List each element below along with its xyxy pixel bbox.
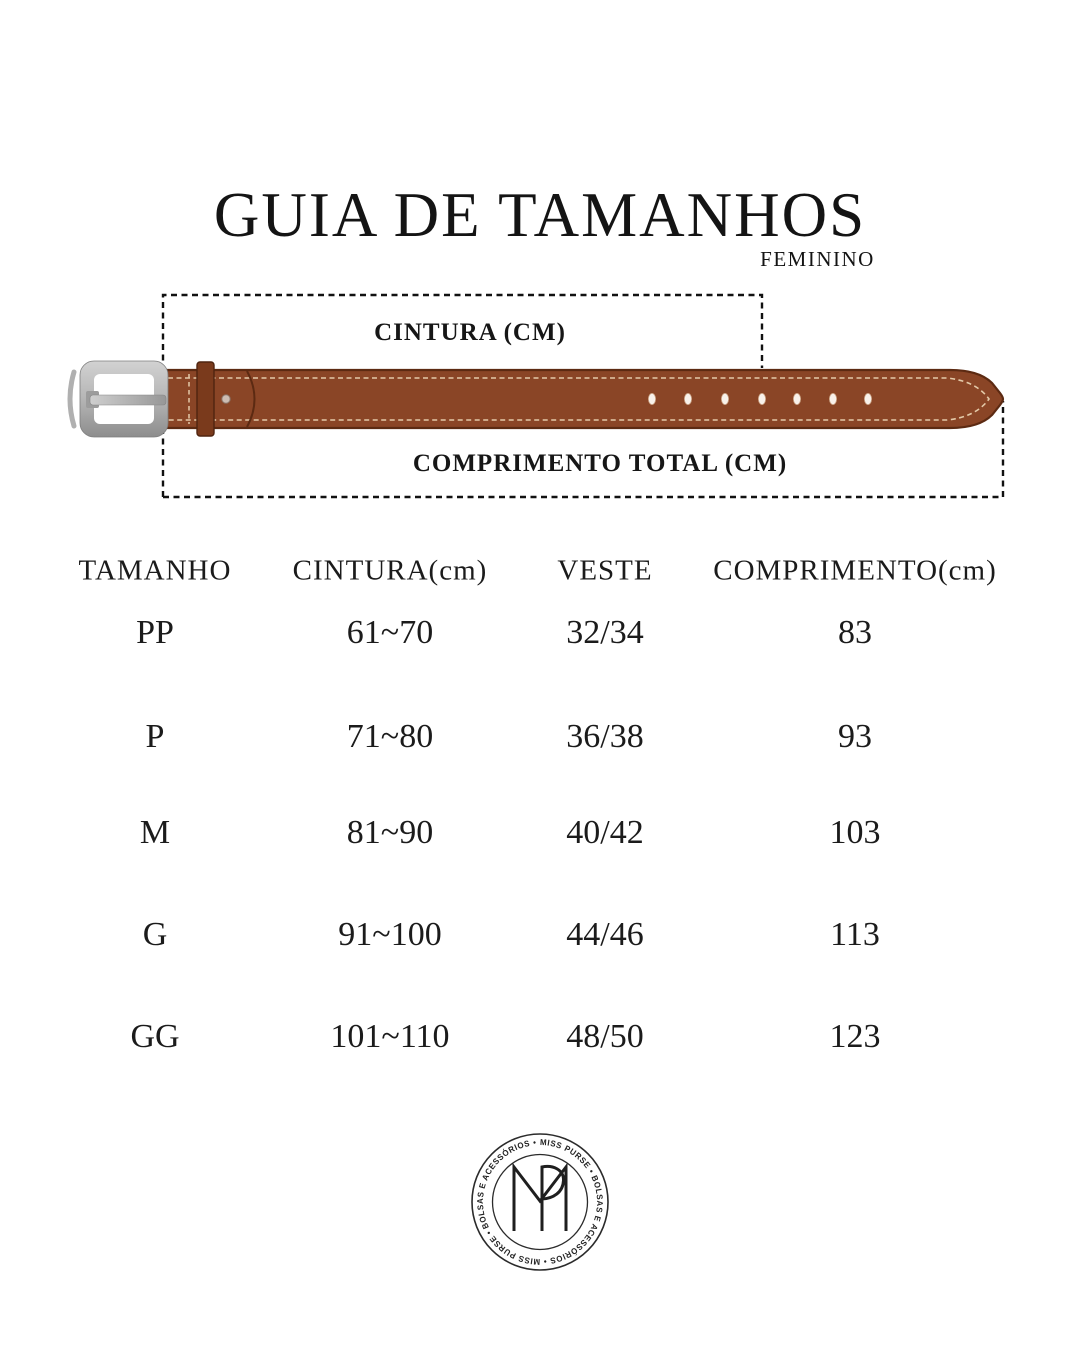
cell-tamanho: G <box>142 916 168 953</box>
buckle-prong <box>90 395 166 405</box>
cell-veste: 40/42 <box>566 814 644 851</box>
mp-monogram-icon <box>514 1166 566 1231</box>
table-row <box>35 814 1005 852</box>
cell-cintura: 71~80 <box>346 718 434 755</box>
cell-veste: 44/46 <box>566 916 644 953</box>
cell-tamanho: M <box>139 814 171 851</box>
logo-ring-text: MISS PURSE • BOLSAS E ACESSÓRIOS • MISS PURSE • BOLSAS E ACESSÓRIOS • <box>474 1136 606 1268</box>
page-subtitle: FEMININO <box>760 247 875 271</box>
cell-tamanho: P <box>145 718 165 755</box>
cell-veste: 32/34 <box>566 614 644 651</box>
belt-measurement-diagram <box>0 0 1080 520</box>
cell-cintura: 81~90 <box>346 814 434 851</box>
total-length-label: COMPRIMENTO TOTAL (CM) <box>412 450 788 477</box>
table-header-row <box>35 555 1005 588</box>
cell-comprimento: 123 <box>829 1018 881 1055</box>
cell-veste: 36/38 <box>566 718 644 755</box>
cell-tamanho: GG <box>130 1018 180 1055</box>
cell-tamanho: PP <box>136 614 174 651</box>
belt-keeper-loop <box>197 362 214 436</box>
brand-stamp-logo <box>450 1112 630 1292</box>
page-title: GUIA DE TAMANHOS <box>213 180 867 250</box>
cell-cintura: 101~110 <box>330 1018 450 1055</box>
cell-comprimento: 103 <box>829 814 881 851</box>
table-row <box>35 916 1005 954</box>
col-header-veste: VESTE <box>557 554 653 587</box>
cell-comprimento: 93 <box>838 718 872 755</box>
waist-label: CINTURA (CM) <box>374 319 566 346</box>
table-row <box>35 718 1005 756</box>
table-row <box>35 1018 1005 1056</box>
table-row <box>35 614 1005 652</box>
col-header-comprimento: COMPRIMENTO(cm) <box>713 554 997 587</box>
belt-illustration <box>158 362 1003 436</box>
cell-cintura: 91~100 <box>338 916 442 953</box>
belt-rivet <box>222 395 230 403</box>
cell-comprimento: 113 <box>830 916 880 953</box>
cell-cintura: 61~70 <box>346 614 434 651</box>
col-header-tamanho: TAMANHO <box>78 554 232 587</box>
cell-veste: 48/50 <box>566 1018 644 1055</box>
belt-buckle <box>70 361 168 437</box>
col-header-cintura: CINTURA(cm) <box>292 554 488 587</box>
cell-comprimento: 83 <box>838 614 872 651</box>
buckle-outer-arc <box>70 372 74 426</box>
